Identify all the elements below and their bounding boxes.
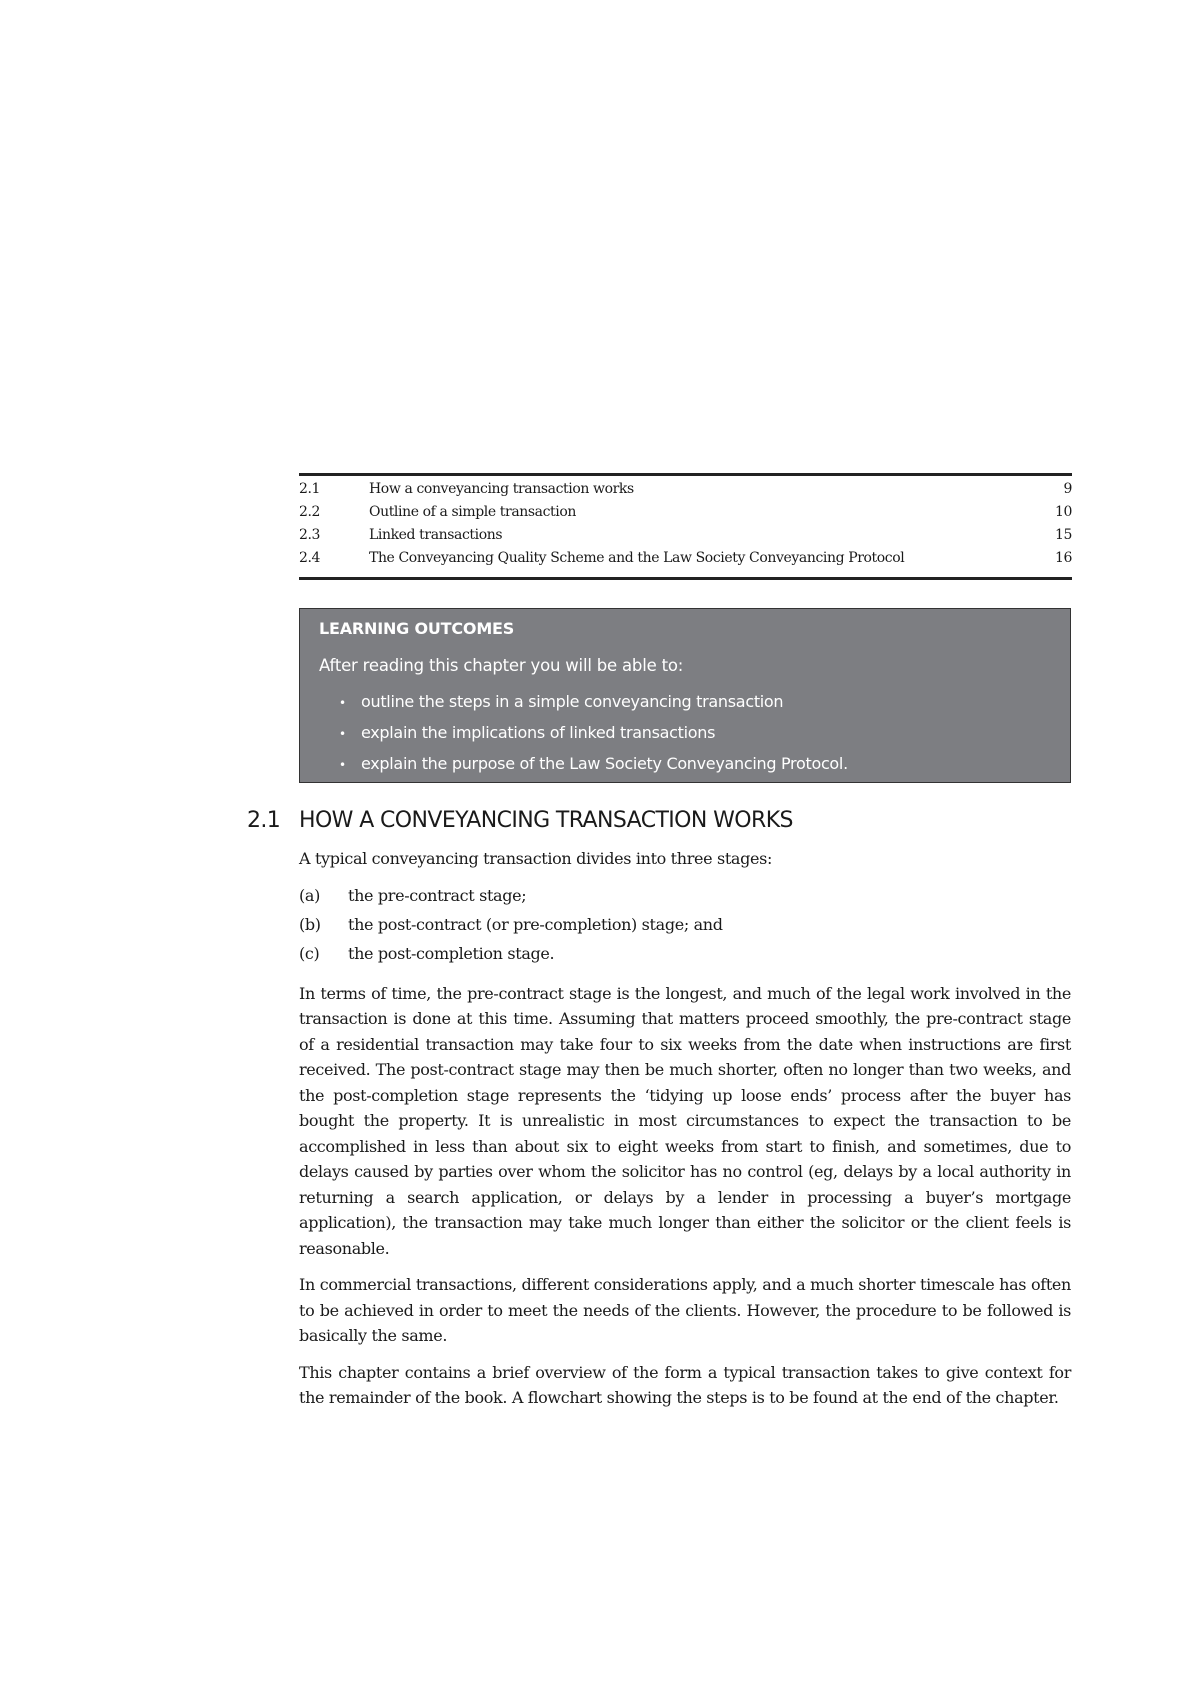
toc-page: 9 xyxy=(1063,481,1072,497)
stage-label: (a) xyxy=(299,885,320,905)
learning-outcomes-intro: After reading this chapter you will be able to: xyxy=(319,656,684,675)
stage-text: the pre-contract stage; xyxy=(348,885,527,905)
stage-label: (c) xyxy=(299,943,320,963)
toc-number: 2.3 xyxy=(299,527,321,543)
outcome-text: outline the steps in a simple conveyancing transaction xyxy=(361,692,784,711)
toc-title: Linked transactions xyxy=(369,527,503,543)
toc-row xyxy=(299,527,1072,550)
body-paragraph: This chapter contains a brief overview of the form a typical transaction takes to give context for the remainder of the book. A flowchart showing the steps is to be found at the end of the chapter. xyxy=(299,1362,1071,1407)
learning-outcomes-box xyxy=(299,608,1071,783)
section-heading xyxy=(247,808,793,833)
stages-list xyxy=(299,883,1071,970)
body-paragraph: In terms of time, the pre-contract stage is the longest, and much of the legal work involved in the transaction is done at this time. Assuming that matters proceed smoothly, the pre-contract stage of a residential transaction may take four to six weeks from the date when instructions are first received. The post-contract stage may then be much shorter, often no longer than two weeks, and the post-completion stage represents the ‘tidying up loose ends’ process after the buyer has bought the property. It is unrealistic in most circumstances to expect the transaction to be accomplished in less than about six to eight weeks from start to finish, and sometimes, due to delays caused by parties over whom the solicitor has no control (eg, delays by a local authority in returning a search application, or delays by a lender in processing a buyer’s mortgage application), the transaction may take much longer than either the solicitor or the client feels is reasonable. xyxy=(299,983,1071,1258)
toc-row xyxy=(299,504,1072,527)
toc-row xyxy=(299,481,1072,504)
list-item xyxy=(319,692,848,723)
section-body xyxy=(299,846,1071,1422)
toc-title: Outline of a simple transaction xyxy=(369,504,576,520)
stage-text: the post-completion stage. xyxy=(348,943,555,963)
list-item xyxy=(299,912,1071,941)
toc-number: 2.2 xyxy=(299,504,321,520)
toc-page: 16 xyxy=(1054,550,1072,566)
learning-outcomes-heading: LEARNING OUTCOMES xyxy=(319,619,515,638)
toc-number: 2.4 xyxy=(299,550,321,566)
section-title: HOW A CONVEYANCING TRANSACTION WORKS xyxy=(299,808,793,833)
toc-row xyxy=(299,550,1072,573)
bullet-icon: • xyxy=(339,758,346,772)
section-number: 2.1 xyxy=(247,808,281,833)
outcome-text: explain the implications of linked transactions xyxy=(361,723,716,742)
stage-text: the post-contract (or pre-completion) stage; and xyxy=(348,914,723,934)
toc-number: 2.1 xyxy=(299,481,321,497)
list-item xyxy=(299,941,1071,970)
list-item xyxy=(299,883,1071,912)
toc-page: 10 xyxy=(1054,504,1072,520)
toc-title: How a conveyancing transaction works xyxy=(369,481,634,497)
toc-page: 15 xyxy=(1054,527,1072,543)
learning-outcomes-list xyxy=(319,692,848,785)
body-paragraph: In commercial transactions, different considerations apply, and a much shorter timescale has often to be achieved in order to meet the needs of the clients. However, the procedure to be followed is basically the same. xyxy=(299,1275,1071,1345)
outcome-text: explain the purpose of the Law Society Conveyancing Protocol. xyxy=(361,754,848,773)
toc-title: The Conveyancing Quality Scheme and the Law Society Conveyancing Protocol xyxy=(369,550,905,566)
bullet-icon: • xyxy=(339,727,346,741)
stage-label: (b) xyxy=(299,914,321,934)
chapter-contents xyxy=(299,473,1072,580)
bullet-icon: • xyxy=(339,696,346,710)
intro-paragraph: A typical conveyancing transaction divides into three stages: xyxy=(299,849,773,868)
list-item xyxy=(319,754,848,785)
list-item xyxy=(319,723,848,754)
